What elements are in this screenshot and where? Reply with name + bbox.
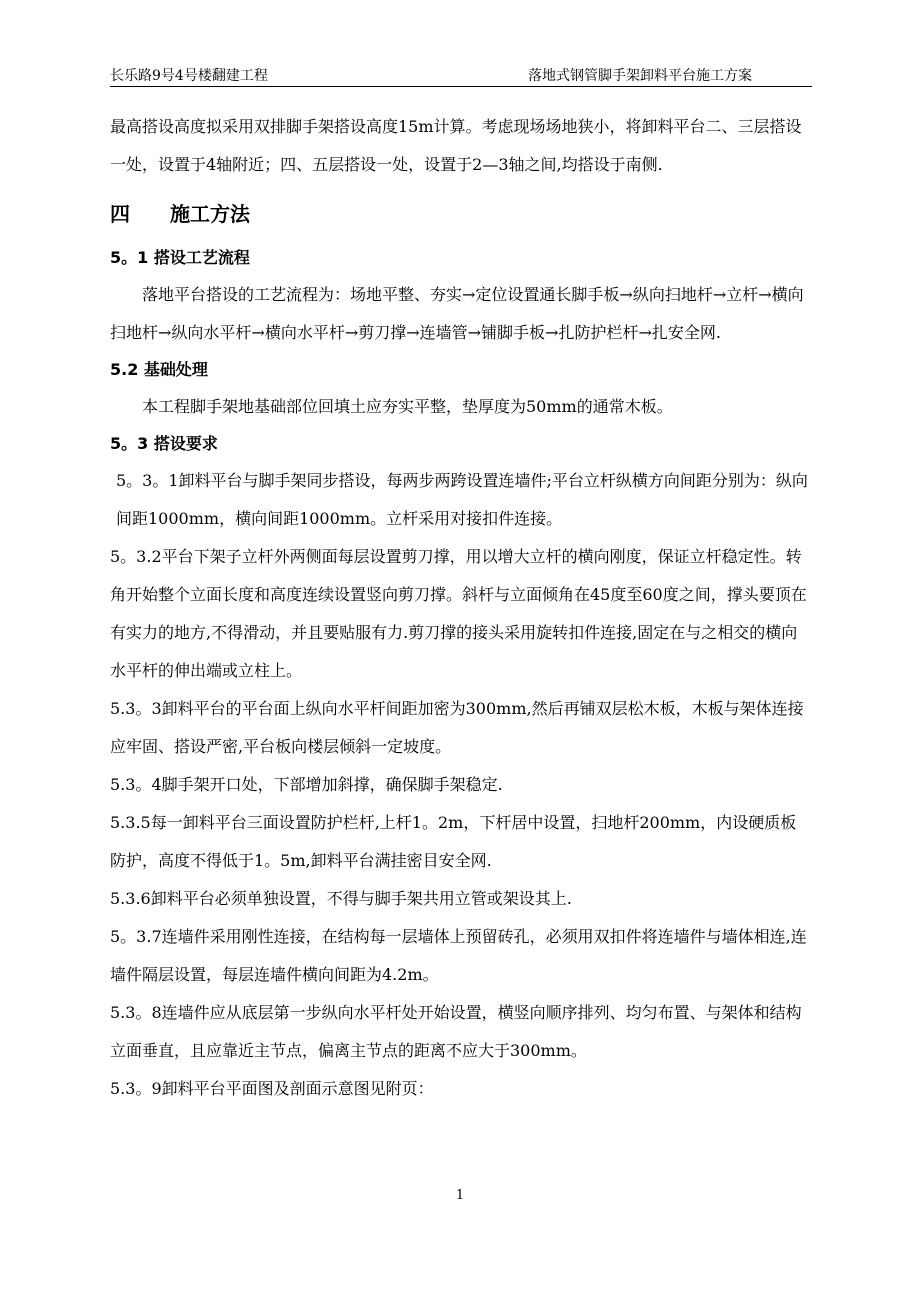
section-4-heading [110,188,812,240]
section-5-2-text: 本工程脚手架地基础部位回填土应夯实平整，垫厚度为50mm的通常木板。 [142,397,673,416]
header-document-title: 落地式钢管脚手架卸料平台施工方案 [528,68,752,84]
section-4-title: 施工方法 [170,202,250,226]
item-5-3-4: 5.3。4脚手架开口处，下部增加斜撑，确保脚手架稳定. [110,775,503,794]
item-5-3-8: 5.3。8连墙件应从底层第一步纵向水平杆处开始设置，横竖向顺序排列、均匀布置、与架体和结构立面垂直，且应靠近主节点，偏离主节点的距离不应大于300mm。 [110,1003,802,1060]
section-5-1-heading: 5。1 搭设工艺流程 [110,248,250,267]
item-5-3-3: 5.3。3卸料平台的平台面上纵向水平杆间距加密为300mm,然后再铺双层松木板，木板与架体连接应牢固、搭设严密,平台板向楼层倾斜一定坡度。 [110,699,804,756]
page-number: 1 [455,1188,465,1203]
section-5-2-heading: 5.2 基础处理 [110,360,208,379]
item-5-3-6: 5.3.6卸料平台必须单独设置，不得与脚手架共用立管或架设其上. [110,889,572,908]
section-5-1-text: 落地平台搭设的工艺流程为：场地平整、夯实→定位设置通长脚手板→纵向扫地杆→立杆→横向扫地杆→纵向水平杆→横向水平杆→剪刀撑→连墙管→铺脚手板→扎防护栏杆→扎安全网. [110,285,804,342]
header-project-name: 长乐路9号4号楼翻建工程 [110,68,268,84]
intro-paragraph: 最高搭设高度拟采用双排脚手架搭设高度15m计算。考虑现场场地狭小，将卸料平台二、三层搭设一处，设置于4轴附近；四、五层搭设一处，设置于2—3轴之间,均搭设于南侧. [110,117,802,174]
document-body [110,108,812,1108]
item-5-3-5: 5.3.5每一卸料平台三面设置防护栏杆,上杆1。2m，下杆居中设置，扫地杆200mm，内设硬质板防护，高度不得低于1。5m,卸料平台满挂密目安全网. [110,813,797,870]
item-5-3-1: 5。3。1卸料平台与脚手架同步搭设，每两步两跨设置连墙件;平台立杆纵横方向间距分别为：纵向间距1000mm，横向间距1000mm。立杆采用对接扣件连接。 [116,471,808,528]
item-5-3-7: 5。3.7连墙件采用刚性连接，在结构每一层墙体上预留砖孔，必须用双扣件将连墙件与墙体相连,连墙件隔层设置，每层连墙件横向间距为4.2m。 [110,927,807,984]
item-5-3-9: 5.3。9卸料平台平面图及剖面示意图见附页： [110,1079,434,1098]
section-5-3-heading: 5。3 搭设要求 [110,434,218,453]
section-4-number: 四 [110,202,130,226]
header-divider [110,86,812,87]
item-5-3-2: 5。3.2平台下架子立杆外两侧面每层设置剪刀撑，用以增大立杆的横向刚度，保证立杆稳定性。转角开始整个立面长度和高度连续设置竖向剪刀撑。斜杆与立面倾角在45度至60度之间，撑头要顶在有实力的地方,不得滑动，并且要贴服有力.剪刀撑的接头采用旋转扣件连接,固定在与之相交的横向水平杆的伸出端或立柱上。 [110,547,807,680]
page-header [110,66,810,86]
